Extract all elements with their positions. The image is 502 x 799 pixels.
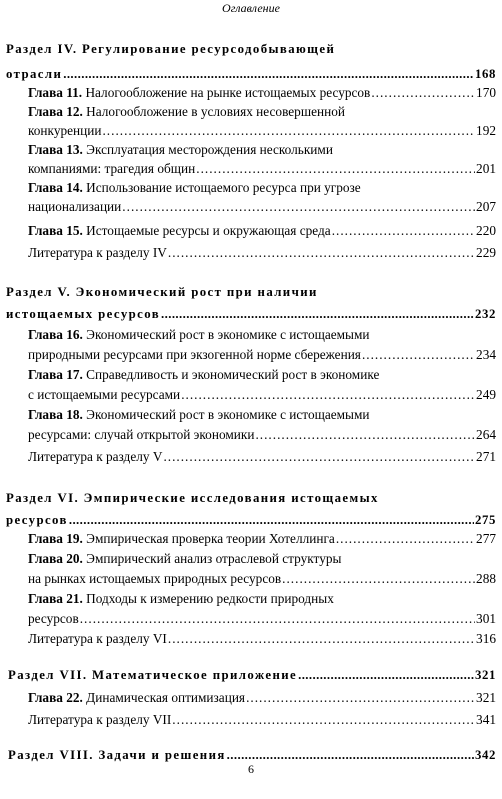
toc-entry-title: Подходы к измерению редкости природных xyxy=(86,591,334,606)
toc-entry-title: Налогообложение на рынке истощаемых ресурсов xyxy=(85,85,371,100)
chapter-label: Глава 15. xyxy=(28,223,83,238)
toc-section-line xyxy=(6,66,496,83)
toc-entry-title: ресурсами: случай открытой экономики xyxy=(28,427,255,442)
chapter-label: Глава 18. xyxy=(28,407,83,422)
toc-page-number: 207 xyxy=(476,199,496,214)
chapter-label: Глава 17. xyxy=(28,367,83,382)
toc-entry-title: Раздел VII. Математическое приложение xyxy=(8,668,298,682)
dot-leader xyxy=(172,711,475,728)
toc-entry-title: Литература к разделу IV xyxy=(28,245,167,260)
toc-entry-title: национализации xyxy=(28,199,122,214)
chapter-label: Глава 16. xyxy=(28,327,83,342)
dot-leader xyxy=(298,667,474,684)
toc-page-number: 192 xyxy=(476,123,496,138)
dot-leader xyxy=(161,306,474,323)
toc-entry-title: Экономический рост в экономике с истощаемыми xyxy=(86,407,370,422)
toc-entry-title: Использование истощаемого ресурса при угрозе xyxy=(86,180,361,195)
dot-leader xyxy=(122,198,475,215)
toc-page-number: 229 xyxy=(476,245,496,260)
toc-page-number: 168 xyxy=(475,67,496,81)
toc-section-line xyxy=(6,41,496,58)
toc-section-line xyxy=(8,667,496,684)
toc-chapter-line xyxy=(28,386,496,403)
toc-chapter-line xyxy=(28,689,496,706)
toc-section-line xyxy=(6,306,496,323)
toc-entry-title: Справедливость и экономический рост в экономике xyxy=(86,367,380,382)
toc-chapter-line xyxy=(28,570,496,587)
toc-chapter-line xyxy=(28,610,496,627)
toc-entry-title: Литература к разделу V xyxy=(28,449,163,464)
toc-entry-title: Литература к разделу VI xyxy=(28,631,167,646)
dot-leader xyxy=(163,448,475,465)
toc-chapter-line xyxy=(28,550,496,567)
toc-section-line xyxy=(6,490,496,507)
toc-entry-title: Раздел VIII. Задачи и решения xyxy=(8,748,226,762)
toc-entry-title: отрасли xyxy=(6,67,63,81)
toc-chapter-line xyxy=(28,179,496,196)
toc-page-number: 249 xyxy=(476,387,496,402)
dot-leader xyxy=(168,244,475,261)
toc-entry-title: Истощаемые ресурсы и окружающая среда xyxy=(86,223,331,238)
toc-page-number: 277 xyxy=(476,531,496,546)
dot-leader xyxy=(102,122,475,139)
dot-leader xyxy=(255,426,475,443)
toc-entry-title: истощаемых ресурсов xyxy=(6,307,161,321)
chapter-label: Глава 22. xyxy=(28,690,83,705)
toc-chapter-line xyxy=(28,103,496,120)
toc-literature-line xyxy=(28,711,496,728)
toc-chapter-line xyxy=(28,222,496,239)
toc-entry-title: компаниями: трагедия общин xyxy=(28,161,196,176)
toc-page-number: 316 xyxy=(476,631,496,646)
dot-leader xyxy=(181,386,475,403)
running-header: Оглавление xyxy=(222,1,280,15)
toc-entry-title: Экономический рост в экономике с истощаемыми xyxy=(86,327,370,342)
chapter-label: Глава 19. xyxy=(28,531,83,546)
chapter-label: Глава 14. xyxy=(28,180,83,195)
toc-literature-line xyxy=(28,448,496,465)
toc-chapter-line xyxy=(28,426,496,443)
toc-page-number: 271 xyxy=(476,449,496,464)
toc-literature-line xyxy=(28,630,496,647)
toc-entry-title: Раздел VI. Эмпирические исследования истощаемых xyxy=(6,491,379,505)
toc-chapter-line xyxy=(28,406,496,423)
toc-chapter-line xyxy=(28,198,496,215)
dot-leader xyxy=(336,530,475,547)
chapter-label: Глава 12. xyxy=(28,104,83,119)
dot-leader xyxy=(63,66,474,83)
toc-chapter-line xyxy=(28,141,496,158)
toc-section-line xyxy=(6,512,496,529)
dot-leader xyxy=(80,610,475,627)
dot-leader xyxy=(246,689,475,706)
toc-entry-title: ресурсов xyxy=(28,611,79,626)
toc-entry-title: Раздел V. Экономический рост при наличии xyxy=(6,285,318,299)
toc-entry-title: Эмпирический анализ отраслевой структуры xyxy=(86,551,342,566)
toc-entry-title: с истощаемыми ресурсами xyxy=(28,387,181,402)
toc-entry-title: Налогообложение в условиях несовершенной xyxy=(86,104,345,119)
toc-chapter-line xyxy=(28,84,496,101)
chapter-label: Глава 20. xyxy=(28,551,83,566)
chapter-label: Глава 11. xyxy=(28,85,83,100)
toc-entry-title: ресурсов xyxy=(6,513,68,527)
dot-leader xyxy=(371,84,475,101)
toc-literature-line xyxy=(28,244,496,261)
dot-leader xyxy=(196,160,475,177)
chapter-label: Глава 13. xyxy=(28,142,83,157)
toc-page-number: 301 xyxy=(476,611,496,626)
toc-entry-title: Раздел IV. Регулирование ресурсодобывающей xyxy=(6,42,336,56)
toc-entry-title: конкуренции xyxy=(28,123,102,138)
toc-chapter-line xyxy=(28,366,496,383)
dot-leader xyxy=(69,512,474,529)
toc-chapter-line xyxy=(28,346,496,363)
chapter-label: Глава 21. xyxy=(28,591,83,606)
toc-page-number: 170 xyxy=(476,85,496,100)
toc-chapter-line xyxy=(28,530,496,547)
toc-chapter-line xyxy=(28,122,496,139)
toc-page-number: 232 xyxy=(475,307,496,321)
toc-entry-title: Эмпирическая проверка теории Хотеллинга xyxy=(86,531,335,546)
toc-entry-title: природными ресурсами при экзогенной норме сбережения xyxy=(28,347,361,362)
toc-page-number: 341 xyxy=(476,712,496,727)
toc-page-number: 275 xyxy=(475,513,496,527)
toc-entry-title: Литература к разделу VII xyxy=(28,712,172,727)
toc-page-number: 264 xyxy=(476,427,496,442)
dot-leader xyxy=(282,570,475,587)
dot-leader xyxy=(332,222,475,239)
toc-entry-title: Динамическая оптимизация xyxy=(86,690,246,705)
toc-page-number: 201 xyxy=(476,161,496,176)
dot-leader xyxy=(362,346,475,363)
toc-page-number: 321 xyxy=(476,690,496,705)
toc-page-number: 220 xyxy=(476,223,496,238)
toc-chapter-line xyxy=(28,160,496,177)
toc-page-number: 321 xyxy=(475,668,496,682)
toc-section-line xyxy=(6,284,496,301)
toc-page-number: 288 xyxy=(476,571,496,586)
toc-page-number: 342 xyxy=(475,748,496,762)
toc-entry-title: Эксплуатация месторождения несколькими xyxy=(86,142,333,157)
toc-page-number: 234 xyxy=(476,347,496,362)
page-number: 6 xyxy=(248,762,254,776)
dot-leader xyxy=(168,630,475,647)
toc-chapter-line xyxy=(28,326,496,343)
toc-chapter-line xyxy=(28,590,496,607)
toc-entry-title: на рынках истощаемых природных ресурсов xyxy=(28,571,282,586)
